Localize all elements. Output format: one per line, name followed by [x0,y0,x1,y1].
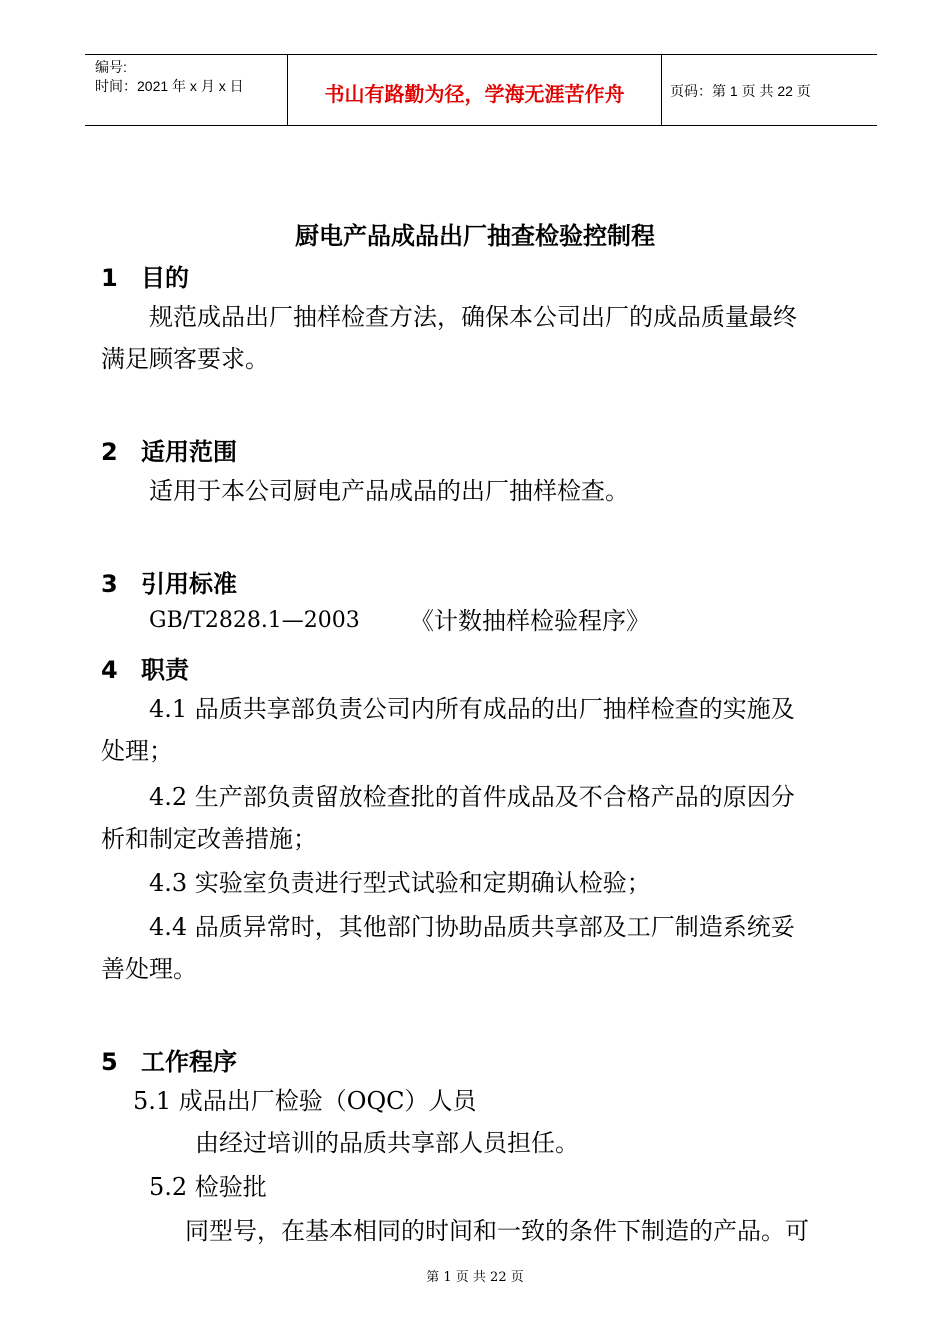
document-title: 厨电产品成品出厂抽查检验控制程 [295,222,655,250]
time-label: 时间：2021 年 x 月 x 日 [95,78,244,94]
section-number: 1 [101,264,118,292]
subsection-heading: 5.2 检验批 [149,1173,267,1201]
paragraph-line: 4.2 生产部负责留放检查批的首件成品及不合格产品的原因分 [149,783,795,811]
paragraph-line: 规范成品出厂抽样检查方法，确保本公司出厂的成品质量最终 [149,303,797,331]
paragraph-line: 析和制定改善措施； [101,825,317,853]
section-title: 引用标准 [141,570,237,598]
header-page-cell [662,55,877,125]
page-footer: 第 1 页 共 22 页 [426,1270,524,1285]
section-title: 目的 [141,264,189,292]
paragraph-line: 处理； [101,737,173,765]
section-1-heading [101,258,189,293]
section-4-heading [101,650,189,685]
paragraph-line: 同型号，在基本相同的时间和一致的条件下制造的产品。可 [185,1217,809,1245]
header-meta-cell [85,55,285,125]
header-motto: 书山有路勤为径，学海无涯苦作舟 [324,82,625,106]
section-number: 5 [101,1048,118,1076]
section-number: 4 [101,656,118,684]
section-number: 2 [101,438,118,466]
section-number: 3 [101,570,118,598]
paragraph-line: 由经过培训的品质共享部人员担任。 [195,1129,579,1157]
paragraph-line: 适用于本公司厨电产品成品的出厂抽样检查。 [149,477,629,505]
paragraph-line: 善处理。 [101,955,197,983]
header-motto-cell [287,55,662,125]
section-title: 工作程序 [141,1048,237,1076]
paragraph-line: 4.4 品质异常时，其他部门协助品质共享部及工厂制造系统妥 [149,913,795,941]
section-3-heading [101,564,237,599]
section-title: 适用范围 [141,438,237,466]
page-header [85,54,877,126]
standard-name: 《计数抽样检验程序》 [410,607,650,635]
section-2-heading [101,432,237,467]
header-page-label: 页码：第 1 页 共 22 页 [670,83,811,99]
number-label: 编号: [95,59,127,75]
section-title: 职责 [141,656,189,684]
paragraph-line: 4.3 实验室负责进行型式试验和定期确认检验； [149,869,651,897]
subsection-heading: 5.1 成品出厂检验（OQC）人员 [133,1087,477,1115]
standard-code: GB/T2828.1—2003 [149,608,360,633]
section-5-heading [101,1042,237,1077]
paragraph-line: 满足顾客要求。 [101,345,269,373]
paragraph-line: 4.1 品质共享部负责公司内所有成品的出厂抽样检查的实施及 [149,695,795,723]
